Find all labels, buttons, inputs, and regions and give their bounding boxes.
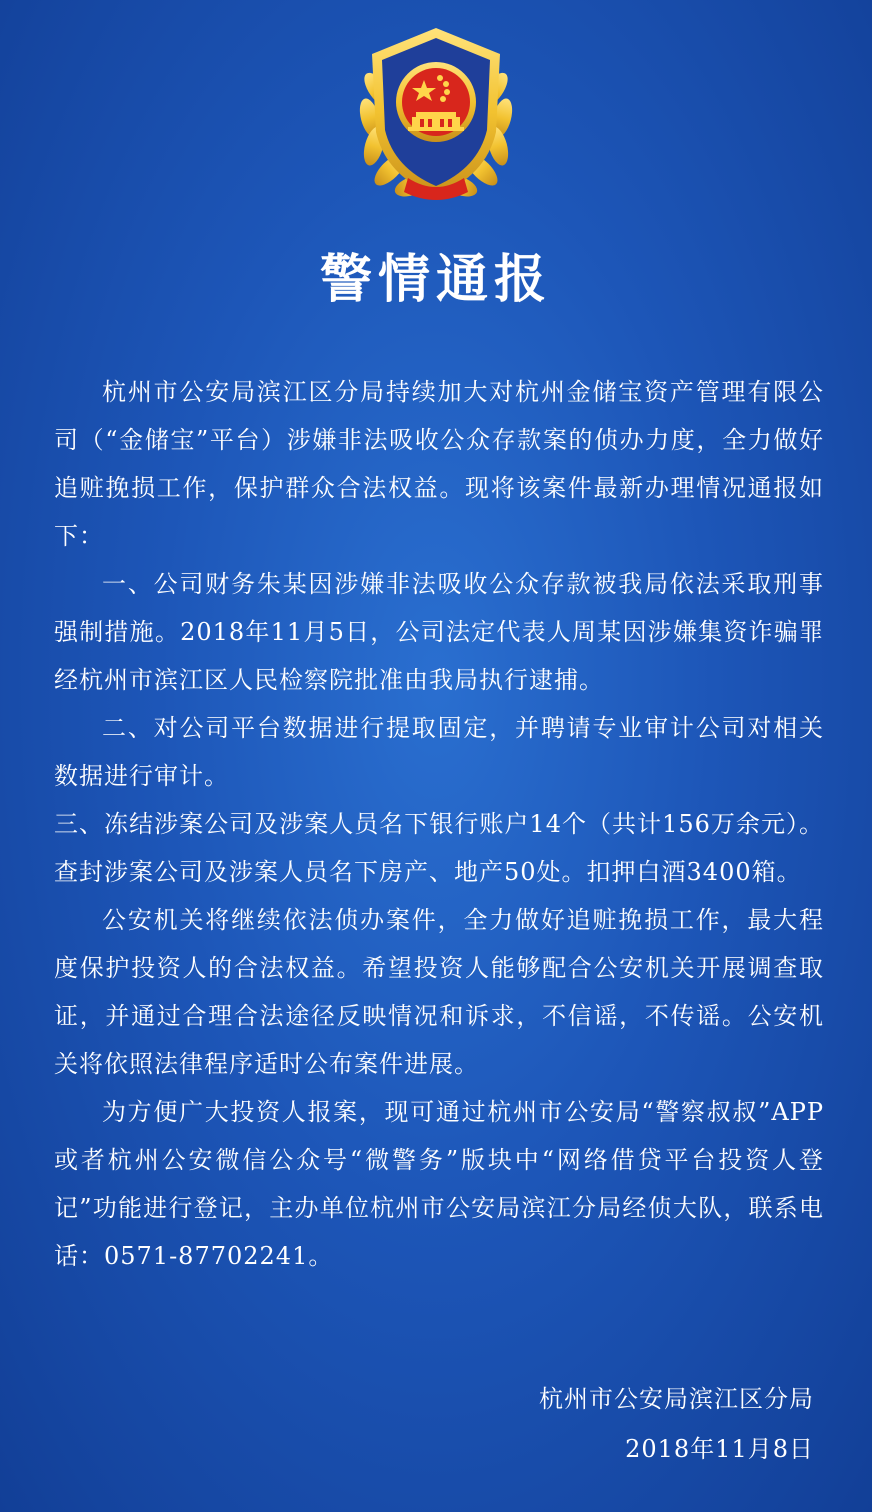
police-emblem-icon: [346, 20, 526, 210]
signature-block: [539, 1374, 814, 1474]
paragraph-intro: 杭州市公安局滨江区分局持续加大对杭州金储宝资产管理有限公司（“金储宝”平台）涉嫌非法吸收公众存款案的侦办力度，全力做好追赃挽损工作，保护群众合法权益。现将该案件最新办理情况通报如下：: [54, 378, 824, 550]
page-title: 警情通报: [319, 250, 552, 310]
issuer-name: 杭州市公安局滨江区分局: [539, 1385, 814, 1413]
paragraph-item-1: 一、公司财务朱某因涉嫌非法吸收公众存款被我局依法采取刑事强制措施。2018年11月5日，公司法定代表人周某因涉嫌集资诈骗罪经杭州市滨江区人民检察院批准由我局执行逮捕。: [54, 570, 824, 694]
notice-body: [54, 368, 824, 1280]
paragraph-item-3: 三、冻结涉案公司及涉案人员名下银行账户14个（共计156万余元）。查封涉案公司及涉案人员名下房产、地产50处。扣押白酒3400箱。: [54, 810, 824, 886]
issue-date: 2018年11月8日: [625, 1435, 814, 1463]
paragraph-item-2: 二、对公司平台数据进行提取固定，并聘请专业审计公司对相关数据进行审计。: [54, 714, 824, 790]
paragraph-registration: 为方便广大投资人报案，现可通过杭州市公安局“警察叔叔”APP或者杭州公安微信公众号“微警务”版块中“网络借贷平台投资人登记”功能进行登记，主办单位杭州市公安局滨江分局经侦大队，联系电话：0571-87702241。: [54, 1098, 824, 1270]
paragraph-statement: 公安机关将继续依法侦办案件，全力做好追赃挽损工作，最大程度保护投资人的合法权益。希望投资人能够配合公安机关开展调查取证，并通过合理合法途径反映情况和诉求，不信谣，不传谣。公安机关将依照法律程序适时公布案件进展。: [54, 906, 824, 1078]
